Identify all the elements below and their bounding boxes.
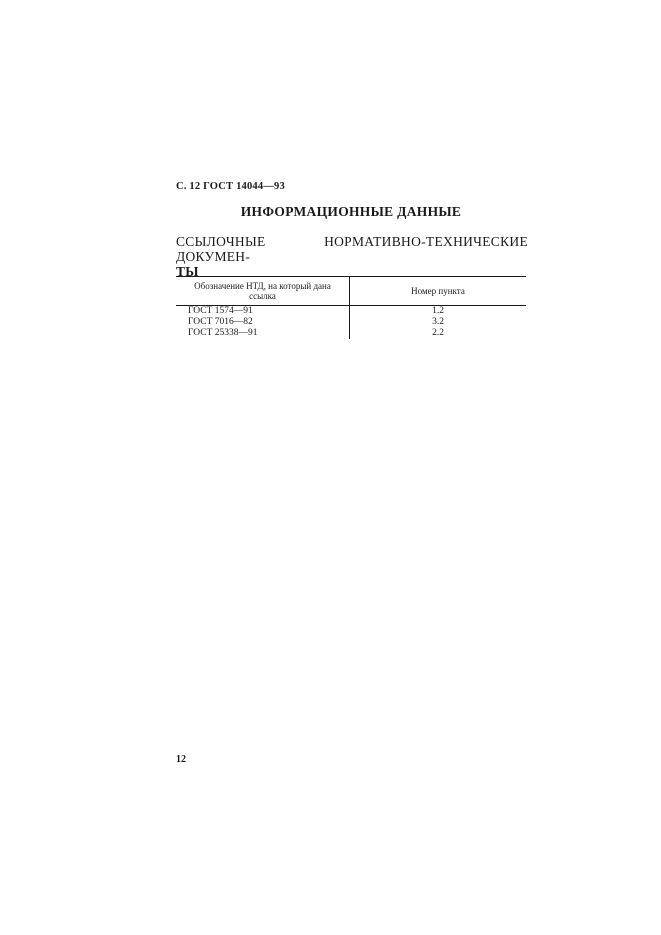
table-row — [176, 306, 526, 317]
column-header-document: Обозначение НТД, на который дана ссылка — [176, 277, 350, 305]
table-row — [176, 328, 526, 339]
document-cell: ГОСТ 7016—82 — [176, 317, 350, 328]
item-number-cell: 1.2 — [432, 306, 444, 316]
reference-table — [176, 276, 526, 339]
document-cell: ГОСТ 25338—91 — [176, 328, 350, 339]
section-subtitle — [176, 234, 528, 279]
page-title: ИНФОРМАЦИОННЫЕ ДАННЫЕ — [240, 204, 462, 219]
running-head: С. 12 ГОСТ 14044—93 — [176, 181, 285, 192]
table-header-row — [176, 277, 526, 306]
item-number-cell: 2.2 — [432, 328, 444, 338]
table-row — [176, 317, 526, 328]
item-number-cell: 3.2 — [432, 317, 444, 327]
column-header-item-number: Номер пункта — [411, 286, 465, 296]
subtitle-line-2: ТЫ — [176, 264, 199, 279]
page-number: 12 — [176, 754, 186, 765]
document-cell: ГОСТ 1574—91 — [176, 306, 350, 317]
subtitle-line-1: ССЫЛОЧНЫЕ НОРМАТИВНО-ТЕХНИЧЕСКИЕ ДОКУМЕН- — [176, 234, 528, 264]
